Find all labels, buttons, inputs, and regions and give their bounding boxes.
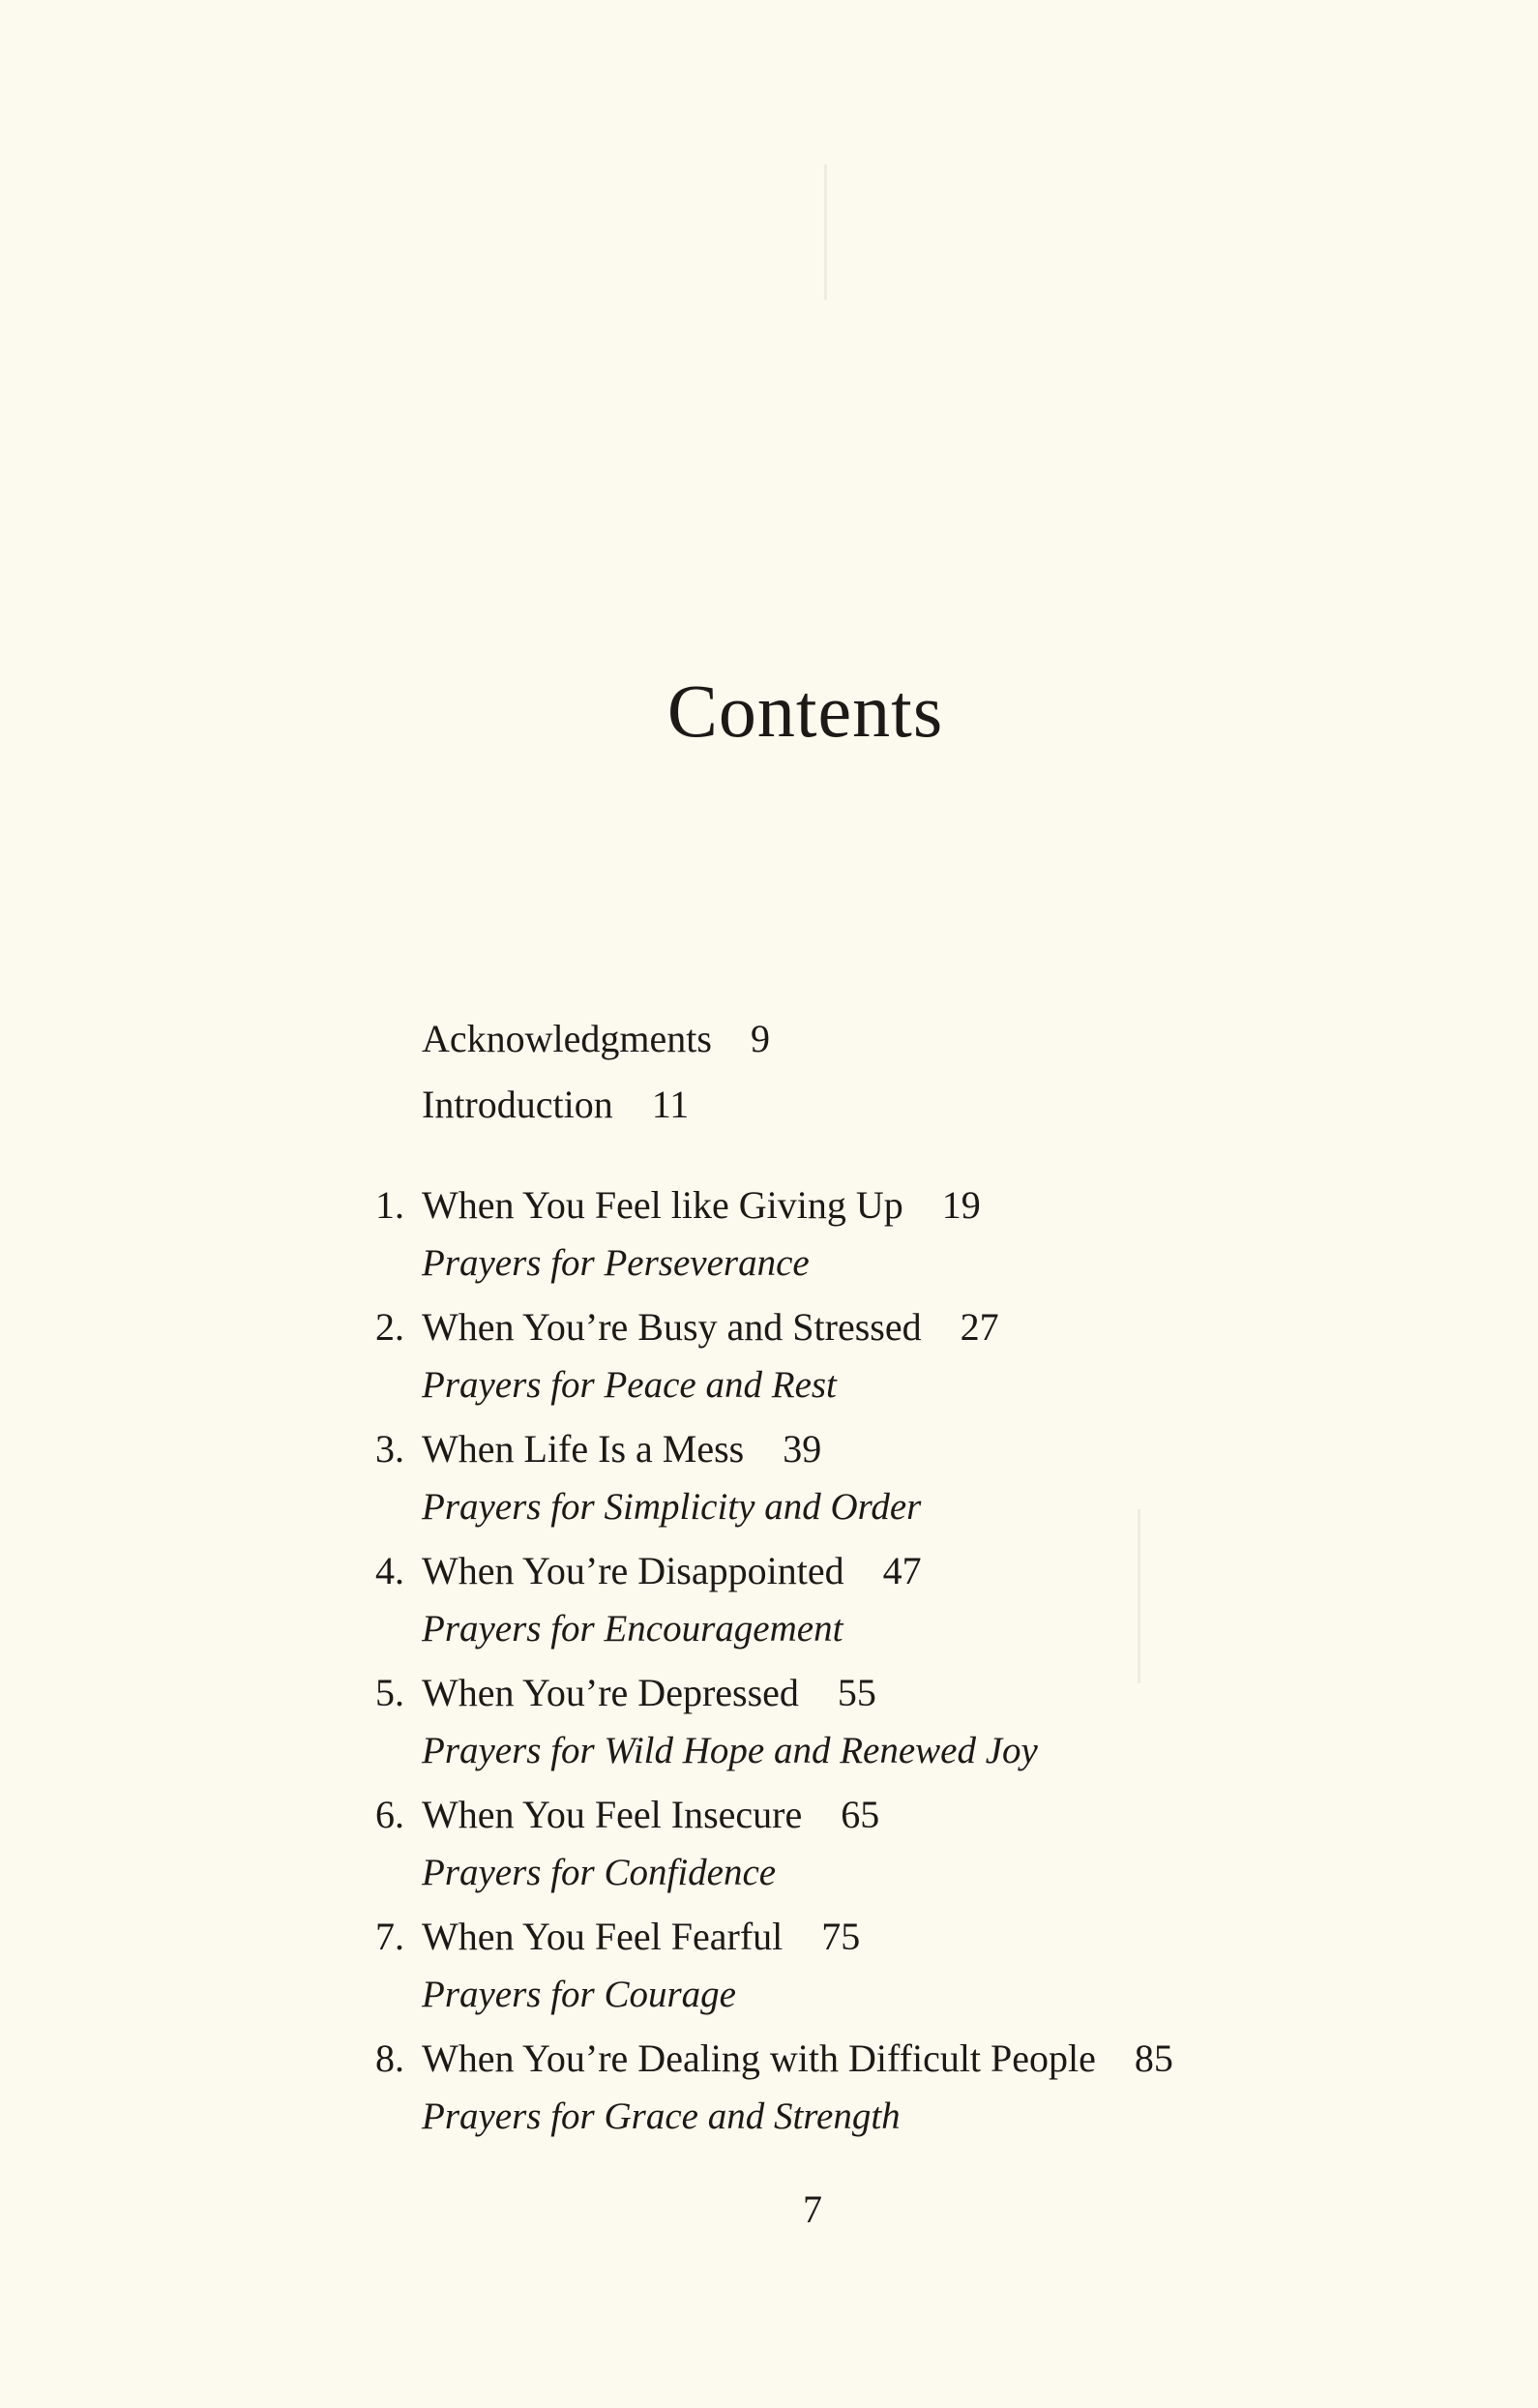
chapter-number: 3. bbox=[375, 1427, 404, 1471]
chapter-subtitle: Prayers for Perseverance bbox=[422, 1242, 810, 1284]
chapter-page-number: 19 bbox=[941, 1183, 981, 1227]
chapter-page-number: 85 bbox=[1134, 2036, 1173, 2080]
chapter-number: 2. bbox=[375, 1305, 404, 1349]
chapter-subtitle: Prayers for Confidence bbox=[422, 1852, 777, 1893]
chapter-page-number: 75 bbox=[821, 1915, 861, 1958]
chapter-page-number: 47 bbox=[882, 1549, 922, 1592]
toc-entry-label: Introduction bbox=[422, 1083, 613, 1126]
chapter-number: 6. bbox=[375, 1793, 404, 1836]
chapter-page-number: 27 bbox=[960, 1305, 999, 1349]
toc-entry-introduction bbox=[422, 1072, 770, 1138]
chapter-title-line bbox=[422, 1788, 879, 1842]
chapter-number: 7. bbox=[375, 1915, 404, 1958]
chapter-page-number: 55 bbox=[837, 1671, 876, 1714]
chapter-subtitle: Prayers for Encouragement bbox=[422, 1608, 843, 1650]
chapter-number: 4. bbox=[375, 1549, 404, 1592]
chapter-number: 5. bbox=[375, 1671, 404, 1714]
toc-entry-label: Acknowledgments bbox=[422, 1017, 712, 1060]
chapter-title: When You’re Disappointed bbox=[422, 1549, 844, 1592]
chapter-title: When You’re Dealing with Difficult People bbox=[422, 2036, 1096, 2080]
chapter-title: When You’re Busy and Stressed bbox=[422, 1305, 922, 1349]
chapter-title-line bbox=[422, 1300, 999, 1354]
chapter-title-line bbox=[422, 1910, 860, 1964]
chapter-title: When Life Is a Mess bbox=[422, 1427, 745, 1471]
scan-artifact bbox=[824, 164, 827, 300]
chapter-page-number: 39 bbox=[783, 1427, 822, 1471]
chapter-number: 1. bbox=[375, 1183, 404, 1227]
page-number: 7 bbox=[803, 2187, 822, 2231]
toc-page-number: 11 bbox=[651, 1083, 690, 1126]
chapter-title-line bbox=[422, 2032, 1173, 2086]
scan-artifact bbox=[1138, 1509, 1140, 1683]
chapter-number: 8. bbox=[375, 2036, 404, 2080]
chapter-subtitle: Prayers for Simplicity and Order bbox=[422, 1486, 922, 1528]
chapter-title-line bbox=[422, 1178, 981, 1233]
page-title: Contents bbox=[666, 669, 944, 753]
chapter-subtitle: Prayers for Peace and Rest bbox=[422, 1364, 837, 1406]
toc-page-number: 9 bbox=[750, 1017, 770, 1060]
chapter-page-number: 65 bbox=[841, 1793, 880, 1836]
chapter-subtitle: Prayers for Grace and Strength bbox=[422, 2096, 901, 2137]
chapter-title: When You Feel like Giving Up bbox=[422, 1183, 903, 1227]
chapter-title-line bbox=[422, 1544, 922, 1598]
front-matter-list bbox=[422, 1006, 770, 1138]
chapter-subtitle: Prayers for Wild Hope and Renewed Joy bbox=[422, 1730, 1038, 1771]
chapter-title: When You Feel Fearful bbox=[422, 1915, 784, 1958]
chapter-title-line bbox=[422, 1422, 821, 1476]
toc-entry-acknowledgments bbox=[422, 1006, 770, 1072]
chapter-title: When You Feel Insecure bbox=[422, 1793, 803, 1836]
chapter-subtitle: Prayers for Courage bbox=[422, 1974, 736, 2015]
chapter-title: When You’re Depressed bbox=[422, 1671, 799, 1714]
chapter-title-line bbox=[422, 1666, 876, 1720]
